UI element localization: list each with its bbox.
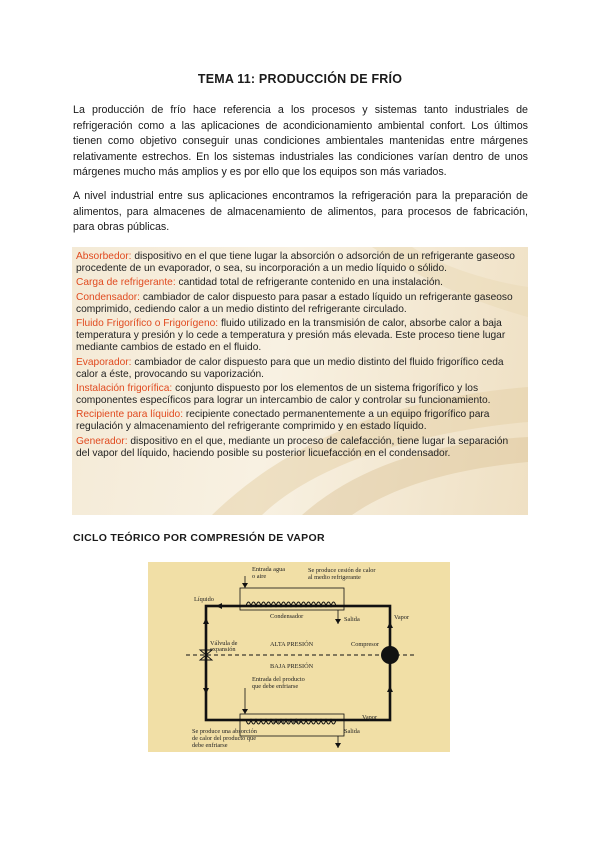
- label-vapor-right: Vapor: [394, 614, 410, 621]
- definition-text: conjunto dispuesto por los elementos de un sistema frigorífico y los componentes específicos para lograr un intercambio de calor y controlar su funcionamiento.: [76, 383, 491, 406]
- label-entrada-producto-2: que debe enfriarse: [252, 683, 299, 690]
- intro-paragraph: La producción de frío hace referencia a los procesos y sistemas tanto industriales de refrigeración como a las aplicaciones de acondicionamiento ambiental confort. Los últimos tienen como objetivo conseguir unas condiciones ambientales mantenidas entre márgenes relativamente estrechos. En los sistemas industriales las condiciones varían dentro de unos márgenes mucho más amplios y es por ello que los equipos son más variados.: [73, 104, 528, 179]
- flow-arrow-left-up: [203, 618, 209, 624]
- definition-text: recipiente conectado permanentemente a un equipo frigorífico para regulación y almacenamiento del refrigerante comprimido y en estado líquido.: [76, 409, 490, 433]
- label-salida-top: Salida: [344, 616, 360, 623]
- definition-term: Carga de refrigerante:: [76, 277, 176, 289]
- label-valvula-1: Válvula de: [210, 640, 238, 647]
- label-cesion-1: Se produce cesión de calor: [308, 567, 376, 574]
- label-evaporador: Evaporador: [273, 718, 303, 725]
- label-absorcion-1: Se produce una absorción: [192, 728, 257, 735]
- water-inlet-arrow: [242, 583, 248, 588]
- definition-term: Recipiente para líquido:: [76, 409, 184, 421]
- label-compresor: Compresor: [351, 641, 379, 648]
- definition-text: cantidad total de refrigerante contenido en una instalación.: [175, 277, 443, 289]
- label-absorcion-3: debe enfriarse: [192, 742, 228, 749]
- definition-term: Generador:: [76, 435, 128, 447]
- definition-item: [76, 277, 522, 289]
- definition-text: fluido utilizado en la transmisión de calor, absorbe calor a baja temperatura y presión y lo cede a temperatura y presión más elevada. Este proceso tiene lugar mediante cambios de estado en el fluido.: [76, 318, 506, 354]
- label-alta-presion: ALTA PRESIÓN: [270, 641, 314, 648]
- label-entrada-agua-2: o aire: [252, 573, 267, 580]
- definition-term: Condensador:: [76, 291, 141, 303]
- definition-item: [76, 292, 522, 316]
- water-outlet-arrow: [335, 619, 341, 624]
- label-condensador: Condensador: [270, 613, 304, 620]
- definition-text: cambiador de calor dispuesto para pasar a estado líquido un refrigerante gaseoso comprimido, cediendo calor a un medio distinto del refrigerante circulado.: [76, 291, 513, 315]
- flow-arrow-top-left: [216, 603, 222, 609]
- definition-item: [76, 318, 522, 354]
- product-inlet-arrow: [242, 709, 248, 714]
- definition-text: dispositivo en el que, mediante un proceso de calefacción, tiene lugar la separación del vapor del líquido, haciendo posible su posterior licuefacción en el condensador.: [76, 435, 509, 459]
- definition-item: [76, 251, 522, 275]
- definitions-box: [72, 247, 528, 515]
- label-liquido: Líquido: [194, 596, 214, 603]
- flow-arrow-left-down: [203, 688, 209, 694]
- definition-term: Absorbedor:: [76, 251, 132, 262]
- product-outlet-arrow: [335, 743, 341, 748]
- definition-text: cambiador de calor dispuesto para que un medio distinto del fluido frigorífico ceda calor a éste, provocando su vaporización.: [76, 356, 504, 380]
- definition-item: [76, 357, 522, 381]
- compressor-symbol: [381, 646, 399, 664]
- cycle-diagram-svg: [148, 562, 450, 752]
- definitions-list: [76, 251, 522, 462]
- page-title: TEMA 11: PRODUCCIÓN DE FRÍO: [197, 72, 403, 86]
- definition-item: [76, 383, 522, 407]
- definition-text: dispositivo en el que tiene lugar la absorción o adsorción de un refrigerante gaseoso procedente de un evaporador, o sea, su incorporación a un medio líquido o sólido.: [76, 251, 515, 274]
- definition-term: Fluido Frigorífico o Frigorígeno:: [76, 318, 219, 330]
- definition-item: [76, 436, 522, 460]
- flow-arrow-right-up: [387, 622, 393, 628]
- label-entrada-producto-1: Entrada del producto: [252, 676, 305, 683]
- definition-term: Evaporador:: [76, 356, 132, 368]
- label-vapor-bottom: Vapor: [362, 714, 378, 721]
- applications-paragraph: A nivel industrial entre sus aplicaciones encontramos la refrigeración para la preparación de alimentos, para almacenes de almacenamiento de alimentos, para procesos de fabricación, para obras públicas.: [73, 190, 528, 234]
- label-baja-presion: BAJA PRESIÓN: [270, 663, 314, 670]
- label-entrada-agua: Entrada agua: [252, 566, 286, 573]
- definition-item: [76, 409, 522, 433]
- label-salida-bottom: Salida: [344, 728, 360, 735]
- definition-term: Instalación frigorífica:: [76, 383, 173, 395]
- refrigeration-cycle-diagram: [148, 562, 450, 752]
- label-absorcion-2: de calor del producto que: [192, 735, 256, 742]
- label-cesion-2: al medio refrigerante: [308, 574, 361, 581]
- flow-arrow-right-low: [387, 686, 393, 692]
- section-heading: CICLO TEÓRICO POR COMPRESIÓN DE VAPOR: [73, 532, 325, 544]
- label-valvula-2: expansión: [210, 646, 236, 653]
